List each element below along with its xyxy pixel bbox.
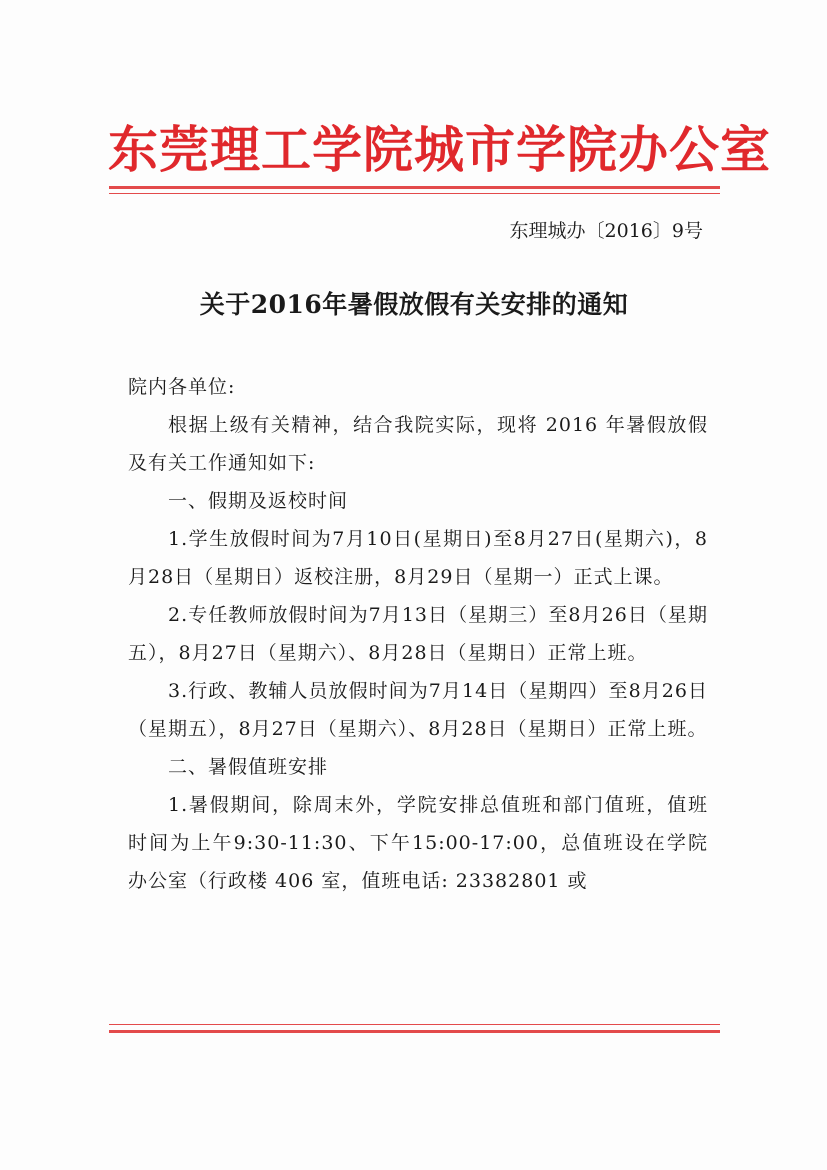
notice-body xyxy=(128,368,708,900)
section2-item-1: 1.暑假期间，除周末外，学院安排总值班和部门值班，值班时间为上午9:30-11:30、下午15:00-17:00，总值班设在学院办公室（行政楼 406 室，值班电话: 23382801 或 xyxy=(128,794,708,892)
intro-paragraph: 根据上级有关精神，结合我院实际，现将 2016 年暑假放假及有关工作通知如下: xyxy=(128,414,708,474)
section-heading-1: 一、假期及返校时间 xyxy=(168,490,349,512)
section1-item-3: 3.行政、教辅人员放假时间为7月14日（星期四）至8月26日（星期五），8月27日（星期六）、8月28日（星期日）正常上班。 xyxy=(128,680,708,740)
header-red-rule-thin xyxy=(109,193,720,194)
footer-red-rule-thin xyxy=(109,1024,720,1025)
section-heading-2: 二、暑假值班安排 xyxy=(168,756,329,778)
salutation: 院内各单位: xyxy=(128,376,236,398)
header-red-rule-thick xyxy=(109,186,720,189)
footer-red-rule-thick xyxy=(109,1030,720,1033)
section1-item-2: 2.专任教师放假时间为7月13日（星期三）至8月26日（星期五），8月27日（星期六）、8月28日（星期日）正常上班。 xyxy=(128,604,708,664)
org-title: 东莞理工学院城市学院办公室 xyxy=(108,120,771,179)
notice-title: 关于2016年暑假放假有关安排的通知 xyxy=(199,290,629,319)
doc-number: 东理城办〔2016〕9号 xyxy=(509,220,703,242)
section1-item-1: 1.学生放假时间为7月10日(星期日)至8月27日(星期六)，8月28日（星期日）返校注册，8月29日（星期一）正式上课。 xyxy=(128,528,708,588)
